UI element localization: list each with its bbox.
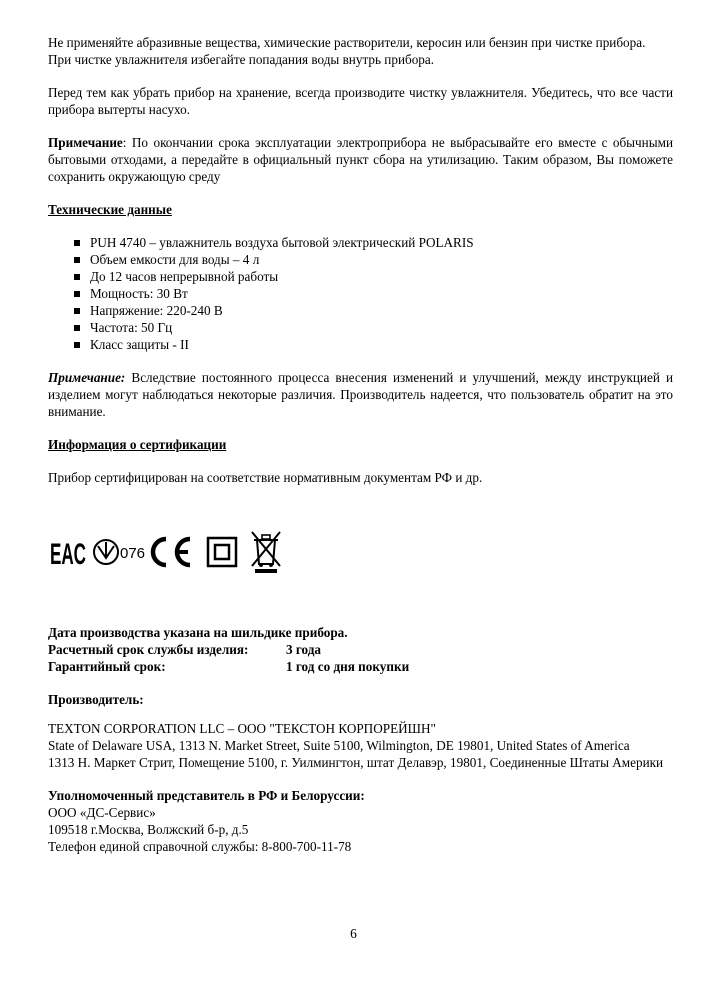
cert-heading: Информация о сертификации (48, 437, 227, 452)
manufacturer-heading: Производитель: (48, 692, 144, 707)
note-disposal (48, 134, 673, 185)
paragraph-water: При чистке увлажнителя избегайте попадания воды внутрь прибора. (48, 52, 435, 67)
tech-item-frequency: Частота: 50 Гц (74, 319, 673, 336)
note-changes-label: Примечание: (48, 370, 126, 385)
paragraph-storage: Перед тем как убрать прибор на хранение, всегда производите чистку увлажнителя. Убедитесь, что все части прибора вытерты насухо. (48, 85, 673, 117)
certification-marks (50, 528, 350, 574)
service-life-label: Расчетный срок службы изделия: (48, 642, 249, 657)
service-life-row (48, 641, 673, 658)
page-content (48, 34, 673, 486)
manufacturer-address-en: State of Delaware USA, 1313 N. Market Street, Suite 5100, Wilmington, DE 19801, United States of America (48, 738, 630, 753)
warranty-label: Гарантийный срок: (48, 659, 166, 674)
tech-item-model: PUH 4740 – увлажнитель воздуха бытовой электрический POLARIS (74, 234, 673, 251)
tech-list (48, 234, 673, 353)
tech-item-hours: До 12 часов непрерывной работы (74, 268, 673, 285)
tech-item-voltage: Напряжение: 220-240 В (74, 302, 673, 319)
representative-address: 109518 г.Москва, Волжский б-р, д.5 (48, 822, 249, 837)
page-content-lower (48, 624, 673, 855)
warranty-value: 1 год со дня покупки (286, 659, 410, 674)
weee-bin-icon (252, 532, 280, 573)
manufacturer-address-ru: 1313 Н. Маркет Стрит, Помещение 5100, г. Уилмингтон, штат Делавэр, 19801, Соединенные Штаты Америки (48, 755, 664, 770)
tech-item-power: Мощность: 30 Вт (74, 285, 673, 302)
manufacturer-name: TEXTON CORPORATION LLC – ООО "ТЕКСТОН КОРПОРЕЙШН" (48, 721, 436, 736)
note-disposal-label: Примечание (48, 135, 123, 150)
eac-mark-text: EAC (50, 538, 86, 571)
ce-mark-icon (153, 539, 190, 565)
warranty-row (48, 658, 673, 675)
note-disposal-text: : По окончании срока эксплуатации электроприбора не выбрасывайте его вместе с обычными бытовыми отходами, а передайте в официальный пункт сбора на утилизацию. Таким образом, Вы поможете сохранить окружающую среду (48, 135, 673, 184)
note-changes (48, 369, 673, 420)
service-life-value: 3 года (286, 642, 322, 657)
representative-phone: Телефон единой справочной службы: 8-800-700-11-78 (48, 839, 352, 854)
tech-heading: Технические данные (48, 202, 172, 217)
note-changes-text: Вследствие постоянного процесса внесения изменений и улучшений, между инструкцией и изделием могут наблюдаться некоторые различия. Производитель надеется, что пользователь обратит на это внимание. (48, 370, 673, 419)
paragraph-abrasives: Не применяйте абразивные вещества, химические растворители, керосин или бензин при чистке прибора. (48, 35, 646, 50)
rostest-mark-icon (94, 540, 145, 564)
representative-company: ООО «ДС-Сервис» (48, 805, 156, 820)
class-ii-icon (208, 538, 236, 566)
cert-text: Прибор сертифицирован на соответствие нормативным документам РФ и др. (48, 470, 483, 485)
tech-item-volume: Объем емкости для воды – 4 л (74, 251, 673, 268)
production-date: Дата производства указана на шильдике прибора. (48, 625, 348, 640)
rostest-code: 076 (120, 545, 146, 562)
representative-heading: Уполномоченный представитель в РФ и Белоруссии: (48, 788, 365, 803)
eac-mark-icon (50, 538, 86, 571)
tech-item-protection: Класс защиты - II (74, 336, 673, 353)
page-number: 6 (350, 926, 357, 941)
